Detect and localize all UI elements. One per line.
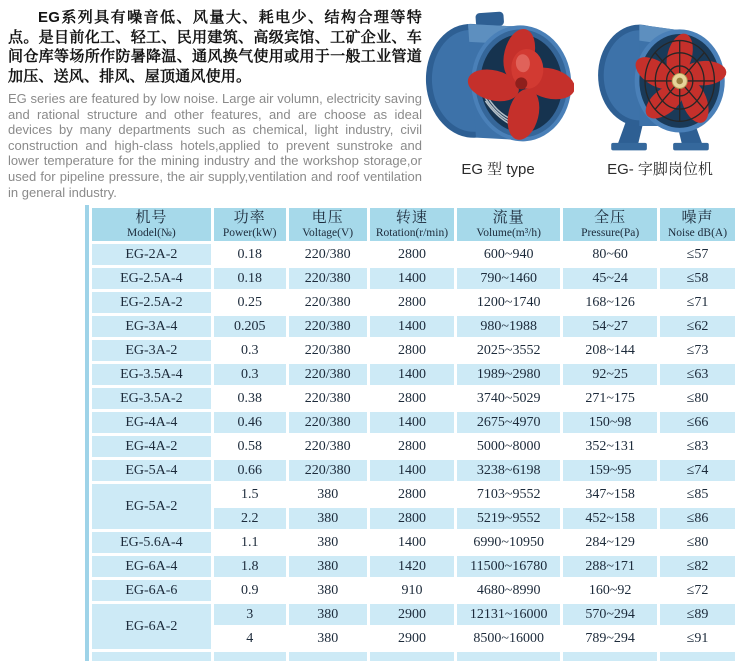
spec-cell-voltage: 380 (289, 604, 367, 625)
spec-cell-noise: ≤57 (660, 244, 735, 265)
product-eg-type (420, 4, 576, 179)
spec-cell-pressure: 452~158 (563, 508, 657, 529)
spec-cell-power: 0.9 (214, 580, 286, 601)
spec-cell-pressure: 284~129 (563, 532, 657, 553)
spec-cell-rotation: 2900 (370, 604, 454, 625)
spec-cell-voltage: 220/380 (289, 244, 367, 265)
spec-cell-pressure: 54~27 (563, 316, 657, 337)
spec-cell-volume: 3740~5029 (457, 388, 560, 409)
spec-table-container (85, 205, 738, 661)
spec-cell-volume: 8500~16000 (457, 628, 560, 649)
spec-cell-power: 2.2 (214, 508, 286, 529)
header-label-en: Power(kW) (222, 226, 277, 239)
column-header-voltage (289, 208, 367, 241)
spec-cell-rotation: 2800 (370, 292, 454, 313)
header-label-zh: 电压 (311, 209, 344, 226)
spec-cell-power: 0.3 (214, 364, 286, 385)
table-row (92, 580, 735, 601)
spec-cell-pressure: 789~294 (563, 628, 657, 649)
table-row (92, 604, 735, 625)
fan-caption-eg-type: EG 型 type (461, 161, 535, 178)
spec-cell-rotation: 1420 (370, 556, 454, 577)
spec-cell-pressure: 168~126 (563, 292, 657, 313)
intro-section (8, 8, 422, 200)
spec-cell-noise: ≤80 (660, 532, 735, 553)
header-label-en: Pressure(Pa) (581, 226, 640, 239)
table-row (92, 292, 735, 313)
spec-cell-noise: ≤85 (660, 484, 735, 505)
intro-paragraph-chinese: EG系列具有噪音低、风量大、耗电少、结构合理等特点。是目前化工、轻工、民用建筑、高级宾馆、工矿企业、车间仓库等场所作防暑降温、通风换气使用或用于一般工业管道加压、送风、排风、屋顶通风使用。 (8, 9, 422, 85)
spec-cell-voltage: 220/380 (289, 460, 367, 481)
fan-image-eg-type (422, 4, 574, 156)
model-cell: EG-5.6A-4 (92, 532, 211, 553)
model-cell: EG-6A-4 (92, 556, 211, 577)
spec-cell-volume: 980~1988 (457, 316, 560, 337)
spec-cell-noise: ≤91 (660, 628, 735, 649)
header-label-en: Voltage(V) (302, 226, 354, 239)
spec-cell-power: 0.3 (214, 340, 286, 361)
spec-cell-voltage: 380 (289, 508, 367, 529)
table-row (92, 556, 735, 577)
spec-cell-volume: 4680~8990 (457, 580, 560, 601)
product-images (420, 4, 738, 179)
spec-cell-voltage: 220/380 (289, 316, 367, 337)
header-row (92, 208, 735, 241)
spec-cell-voltage: 220/380 (289, 388, 367, 409)
spec-cell-rotation: 2800 (370, 340, 454, 361)
spec-cell-empty (92, 652, 211, 661)
spec-cell-voltage: 380 (289, 556, 367, 577)
spec-cell-pressure: 45~24 (563, 268, 657, 289)
table-row (92, 388, 735, 409)
spec-cell-noise: ≤58 (660, 268, 735, 289)
model-cell: EG-3.5A-2 (92, 388, 211, 409)
header-label-zh: 转速 (395, 209, 428, 226)
spec-cell-volume: 6990~10950 (457, 532, 560, 553)
model-cell: EG-4A-2 (92, 436, 211, 457)
spec-cell-noise: ≤74 (660, 460, 735, 481)
spec-cell-voltage: 380 (289, 580, 367, 601)
spec-cell-pressure: 347~158 (563, 484, 657, 505)
product-eg-stand-type (582, 4, 738, 179)
spec-cell-pressure: 288~171 (563, 556, 657, 577)
spec-cell-noise: ≤66 (660, 412, 735, 433)
spec-cell-volume: 600~940 (457, 244, 560, 265)
spec-cell-noise: ≤83 (660, 436, 735, 457)
model-cell: EG-3.5A-4 (92, 364, 211, 385)
table-row (92, 244, 735, 265)
spec-cell-pressure: 80~60 (563, 244, 657, 265)
column-header-rotation (370, 208, 454, 241)
column-header-noise (660, 208, 735, 241)
spec-cell-pressure: 160~92 (563, 580, 657, 601)
spec-cell-rotation: 2800 (370, 508, 454, 529)
spec-cell-voltage: 220/380 (289, 340, 367, 361)
spec-cell-power: 0.25 (214, 292, 286, 313)
spec-cell-noise: ≤89 (660, 604, 735, 625)
spec-cell-pressure: 352~131 (563, 436, 657, 457)
header-label-zh: 流量 (492, 209, 525, 226)
spec-cell-pressure: 150~98 (563, 412, 657, 433)
spec-cell-rotation: 2800 (370, 388, 454, 409)
spec-cell-power: 1.8 (214, 556, 286, 577)
model-cell: EG-3A-2 (92, 340, 211, 361)
spec-cell-voltage: 220/380 (289, 364, 367, 385)
spec-cell-empty (660, 652, 735, 661)
spec-cell-volume: 790~1460 (457, 268, 560, 289)
spec-cell-rotation: 1400 (370, 316, 454, 337)
table-row (92, 436, 735, 457)
spec-cell-pressure: 208~144 (563, 340, 657, 361)
spec-cell-power: 0.66 (214, 460, 286, 481)
spec-cell-noise: ≤62 (660, 316, 735, 337)
spec-cell-noise: ≤80 (660, 388, 735, 409)
spec-cell-volume: 1200~1740 (457, 292, 560, 313)
spec-cell-noise: ≤71 (660, 292, 735, 313)
spec-cell-power: 0.58 (214, 436, 286, 457)
spec-cell-volume: 1989~2980 (457, 364, 560, 385)
spec-table-body (92, 244, 735, 661)
spec-cell-voltage: 220/380 (289, 268, 367, 289)
column-header-power (214, 208, 286, 241)
spec-cell-voltage: 220/380 (289, 436, 367, 457)
spec-cell-volume: 5000~8000 (457, 436, 560, 457)
model-cell: EG-2.5A-2 (92, 292, 211, 313)
fan-image-eg-stand-type (584, 4, 736, 156)
spec-cell-rotation: 1400 (370, 532, 454, 553)
header-label-en: Rotation(r/min) (375, 226, 449, 239)
column-header-model (92, 208, 211, 241)
spec-cell-noise: ≤72 (660, 580, 735, 601)
header-label-en: Noise dB(A) (667, 226, 728, 239)
spec-cell-voltage: 220/380 (289, 412, 367, 433)
spec-cell-rotation: 1400 (370, 268, 454, 289)
spec-cell-power: 0.38 (214, 388, 286, 409)
column-header-pressure (563, 208, 657, 241)
spec-cell-pressure: 271~175 (563, 388, 657, 409)
spec-cell-rotation: 1400 (370, 412, 454, 433)
spec-cell-voltage: 380 (289, 484, 367, 505)
intro-paragraph-english: EG series are featured by low noise. Large air volumn, electricity saving and rational structure and other features, and are choose as ideal devices by many departments such as chemical, light industry, civil construction and high-class hotels,applied to prevent sunstroke and lower temperature for the mining industry and the workshop storage,or used for pipeline pressure, the air supply,ventilation and roof ventilation in general industry. (8, 91, 422, 200)
spec-cell-rotation: 2800 (370, 244, 454, 265)
header-label-zh: 功率 (233, 209, 266, 226)
header-label-zh: 全压 (594, 209, 627, 226)
table-row (92, 268, 735, 289)
table-row (92, 364, 735, 385)
model-cell: EG-2A-2 (92, 244, 211, 265)
spec-cell-noise: ≤73 (660, 340, 735, 361)
spec-cell-power: 0.18 (214, 244, 286, 265)
spec-cell-volume: 12131~16000 (457, 604, 560, 625)
spec-cell-noise: ≤86 (660, 508, 735, 529)
header-label-en: Model(№) (127, 226, 176, 239)
header-label-zh: 机号 (135, 209, 168, 226)
spec-table (85, 205, 738, 661)
column-header-volume (457, 208, 560, 241)
spec-cell-pressure: 570~294 (563, 604, 657, 625)
spec-cell-volume: 2025~3552 (457, 340, 560, 361)
header-label-en: Volume(m³/h) (476, 226, 541, 239)
model-cell: EG-3A-4 (92, 316, 211, 337)
model-cell: EG-6A-2 (92, 604, 211, 649)
table-row (92, 484, 735, 505)
spec-cell-noise: ≤63 (660, 364, 735, 385)
spec-cell-power: 0.205 (214, 316, 286, 337)
spec-cell-volume: 5219~9552 (457, 508, 560, 529)
model-cell: EG-2.5A-4 (92, 268, 211, 289)
spec-cell-volume: 3238~6198 (457, 460, 560, 481)
spec-cell-rotation: 2900 (370, 628, 454, 649)
spec-cell-voltage: 220/380 (289, 292, 367, 313)
table-row (92, 460, 735, 481)
table-row-partial (92, 652, 735, 661)
spec-cell-empty (370, 652, 454, 661)
spec-cell-volume: 7103~9552 (457, 484, 560, 505)
spec-cell-pressure: 92~25 (563, 364, 657, 385)
spec-cell-power: 0.46 (214, 412, 286, 433)
spec-cell-rotation: 1400 (370, 364, 454, 385)
spec-cell-power: 1.1 (214, 532, 286, 553)
table-row (92, 412, 735, 433)
spec-cell-noise: ≤82 (660, 556, 735, 577)
spec-cell-rotation: 910 (370, 580, 454, 601)
spec-cell-pressure: 159~95 (563, 460, 657, 481)
table-row (92, 532, 735, 553)
spec-cell-voltage: 380 (289, 532, 367, 553)
header-label-zh: 噪声 (681, 209, 714, 226)
spec-cell-volume: 2675~4970 (457, 412, 560, 433)
spec-cell-rotation: 2800 (370, 484, 454, 505)
spec-cell-empty (563, 652, 657, 661)
spec-cell-power: 0.18 (214, 268, 286, 289)
spec-cell-voltage: 380 (289, 628, 367, 649)
model-cell: EG-5A-4 (92, 460, 211, 481)
table-row (92, 316, 735, 337)
spec-cell-empty (289, 652, 367, 661)
spec-table-head (92, 208, 735, 241)
spec-cell-empty (214, 652, 286, 661)
spec-cell-power: 3 (214, 604, 286, 625)
spec-cell-rotation: 1400 (370, 460, 454, 481)
table-row (92, 340, 735, 361)
spec-cell-power: 1.5 (214, 484, 286, 505)
spec-cell-empty (457, 652, 560, 661)
model-cell: EG-4A-4 (92, 412, 211, 433)
fan-caption-eg-stand-type: EG- 字脚岗位机 (607, 161, 713, 178)
spec-cell-power: 4 (214, 628, 286, 649)
model-cell: EG-5A-2 (92, 484, 211, 529)
spec-cell-volume: 11500~16780 (457, 556, 560, 577)
spec-cell-rotation: 2800 (370, 436, 454, 457)
model-cell: EG-6A-6 (92, 580, 211, 601)
